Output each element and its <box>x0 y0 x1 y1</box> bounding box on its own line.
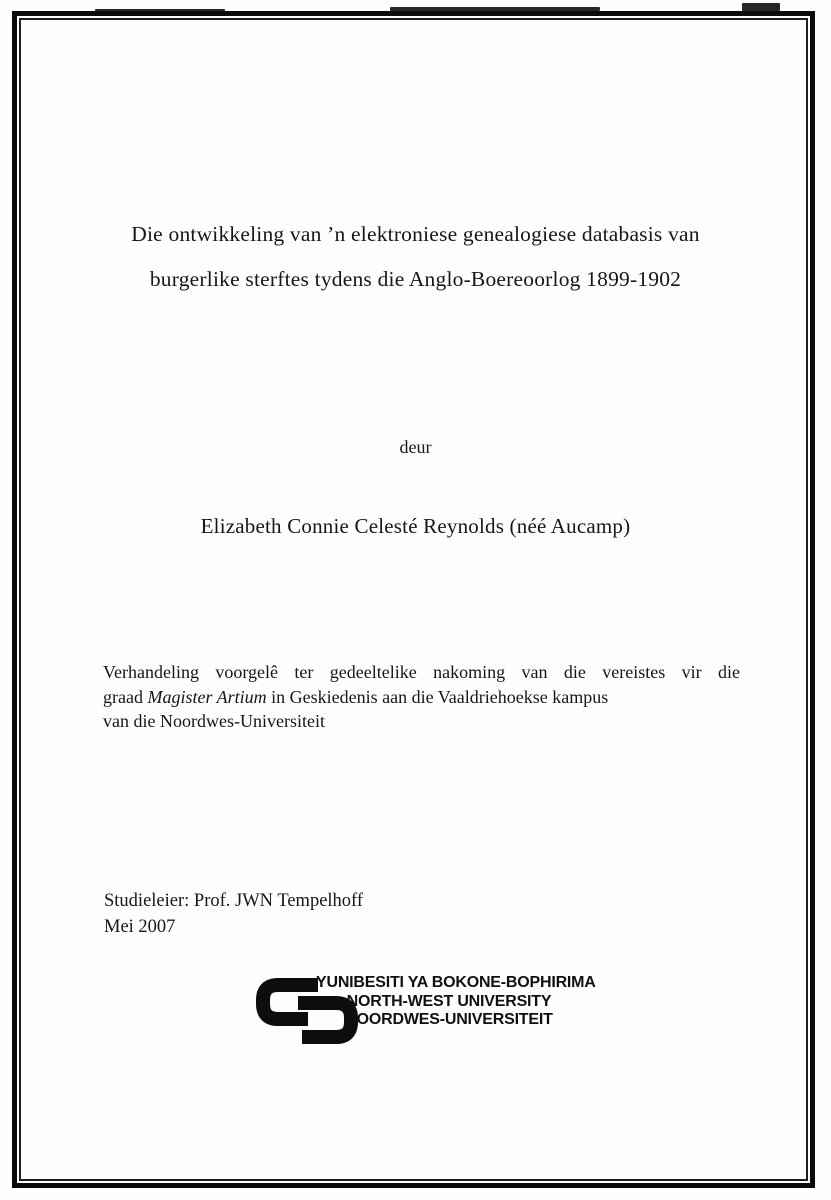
submission-line2-suffix: in Geskiedenis aan die Vaaldriehoekse kampus <box>266 686 609 707</box>
date-line: Mei 2007 <box>104 917 176 937</box>
thesis-title-line2: burgerlike sterftes tydens die Anglo-Boereoorlog 1899-1902 <box>149 267 682 291</box>
scan-artifact <box>95 9 225 12</box>
degree-name: Magister Artium <box>147 686 267 707</box>
scan-artifact <box>742 3 780 11</box>
supervisor-and-date <box>104 888 363 940</box>
submission-line2-prefix: graad <box>103 686 148 707</box>
university-name-english: NORTH-WEST UNIVERSITY <box>346 992 552 1010</box>
thesis-title-line1: Die ontwikkeling van ’n elektroniese genealogiese databasis van <box>131 222 700 246</box>
submission-line1: Verhandeling voorgelê ter gedeeltelike nakoming van die vereistes vir die <box>103 662 740 682</box>
byline-label: deur <box>399 437 432 457</box>
submission-line3: van die Noordwes-Universiteit <box>103 711 325 731</box>
university-name-afrikaans: NOORDWES-UNIVERSITEIT <box>345 1011 553 1028</box>
university-name-setswana: YUNIBESITI YA BOKONE-BOPHIRIMA <box>316 974 596 991</box>
supervisor-line: Studieleier: Prof. JWN Tempelhoff <box>104 891 364 911</box>
thesis-title <box>60 212 771 302</box>
university-wordmark <box>316 974 596 1030</box>
scan-artifact <box>390 7 600 11</box>
submission-statement <box>103 660 740 734</box>
author-name: Elizabeth Connie Celesté Reynolds (néé Aucamp) <box>200 514 631 538</box>
submission-line2 <box>103 685 740 710</box>
